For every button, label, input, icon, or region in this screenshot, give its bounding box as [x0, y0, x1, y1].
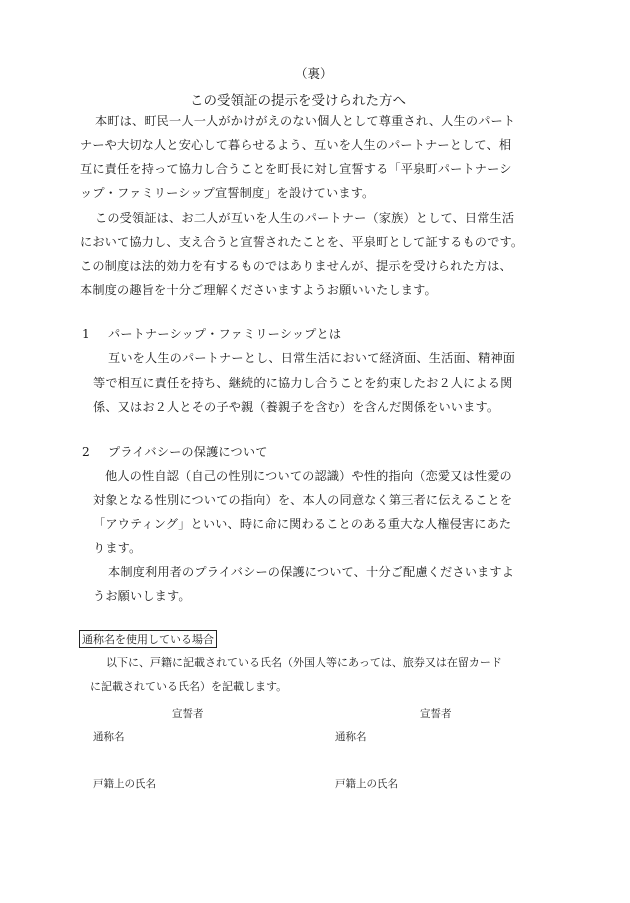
- text-line: 本町は、町民一人一人がかけがえのない個人として尊重され、人生のパート: [95, 114, 516, 128]
- text-line: 他人の性自認（自己の性別についての認識）や性的指向（恋愛又は性愛の: [105, 469, 512, 483]
- page-title: この受領証の提示を受けられた方へ: [190, 93, 406, 109]
- text-line: 互いを人生のパートナーとし、日常生活において経済面、生活面、精神面: [108, 351, 516, 365]
- section-number: 1: [82, 327, 90, 341]
- text-line: 係、又はお２人とその子や親（養親子を含む）を含んだ関係をいいます。: [93, 400, 500, 414]
- text-line: 本制度の趣旨を十分ご理解くださいますようお願いいたします。: [80, 283, 437, 297]
- text-line: 対象となる性別についての指向）を、本人の同意なく第三者に伝えることを: [93, 493, 513, 507]
- text-line: ナーや大切な人と安心して暮らせるよう、互いを人生のパートナーとして、相: [80, 138, 512, 152]
- registry-name-label-right: 戸籍上の氏名: [335, 778, 398, 790]
- registry-name-label-left: 戸籍上の氏名: [93, 778, 156, 790]
- text-line: この受領証は、お二人が互いを人生のパートナー（家族）として、日常生活: [95, 211, 515, 225]
- text-line: 互に責任を持って協力し合うことを町長に対し宣誓する「平泉町パートナーシ: [80, 162, 512, 176]
- alias-name-label-right: 通称名: [335, 731, 367, 743]
- text-line: に記載されている氏名）を記載します。: [90, 680, 288, 693]
- section-number: 2: [82, 445, 90, 459]
- text-line: うお願いします。: [93, 589, 191, 603]
- declarer-label-left: 宣誓者: [172, 708, 204, 720]
- text-line: この制度は法的効力を有するものではありませんが、提示を受けられた方は、: [80, 259, 512, 273]
- back-side-label: （裏）: [295, 66, 333, 81]
- text-line: ップ・ファミリーシップ宣誓制度」を設けています。: [80, 186, 375, 200]
- text-line: 「アウティング」といい、時に命に関わることのある重大な人権侵害にあた: [93, 517, 512, 531]
- alias-box-label: 通称名を使用している場合: [79, 630, 217, 648]
- alias-name-label-left: 通称名: [93, 731, 125, 743]
- declarer-label-right: 宣誓者: [420, 708, 452, 720]
- text-line: 以下に、戸籍に記載されている氏名（外国人等にあっては、旅券又は在留カード: [106, 656, 502, 669]
- text-line: 等で相互に責任を持ち、継続的に協力し合うことを約束したお２人による関: [93, 376, 513, 390]
- text-line: 本制度利用者のプライバシーの保護について、十分ご配慮くださいますよ: [108, 565, 515, 579]
- text-line: ります。: [93, 541, 142, 555]
- section-heading: プライバシーの保護について: [108, 445, 268, 459]
- text-line: において協力し、支え合うと宣誓されたことを、平泉町として証するものです。: [80, 235, 524, 249]
- section-heading: パートナーシップ・ファミリーシップとは: [108, 327, 342, 341]
